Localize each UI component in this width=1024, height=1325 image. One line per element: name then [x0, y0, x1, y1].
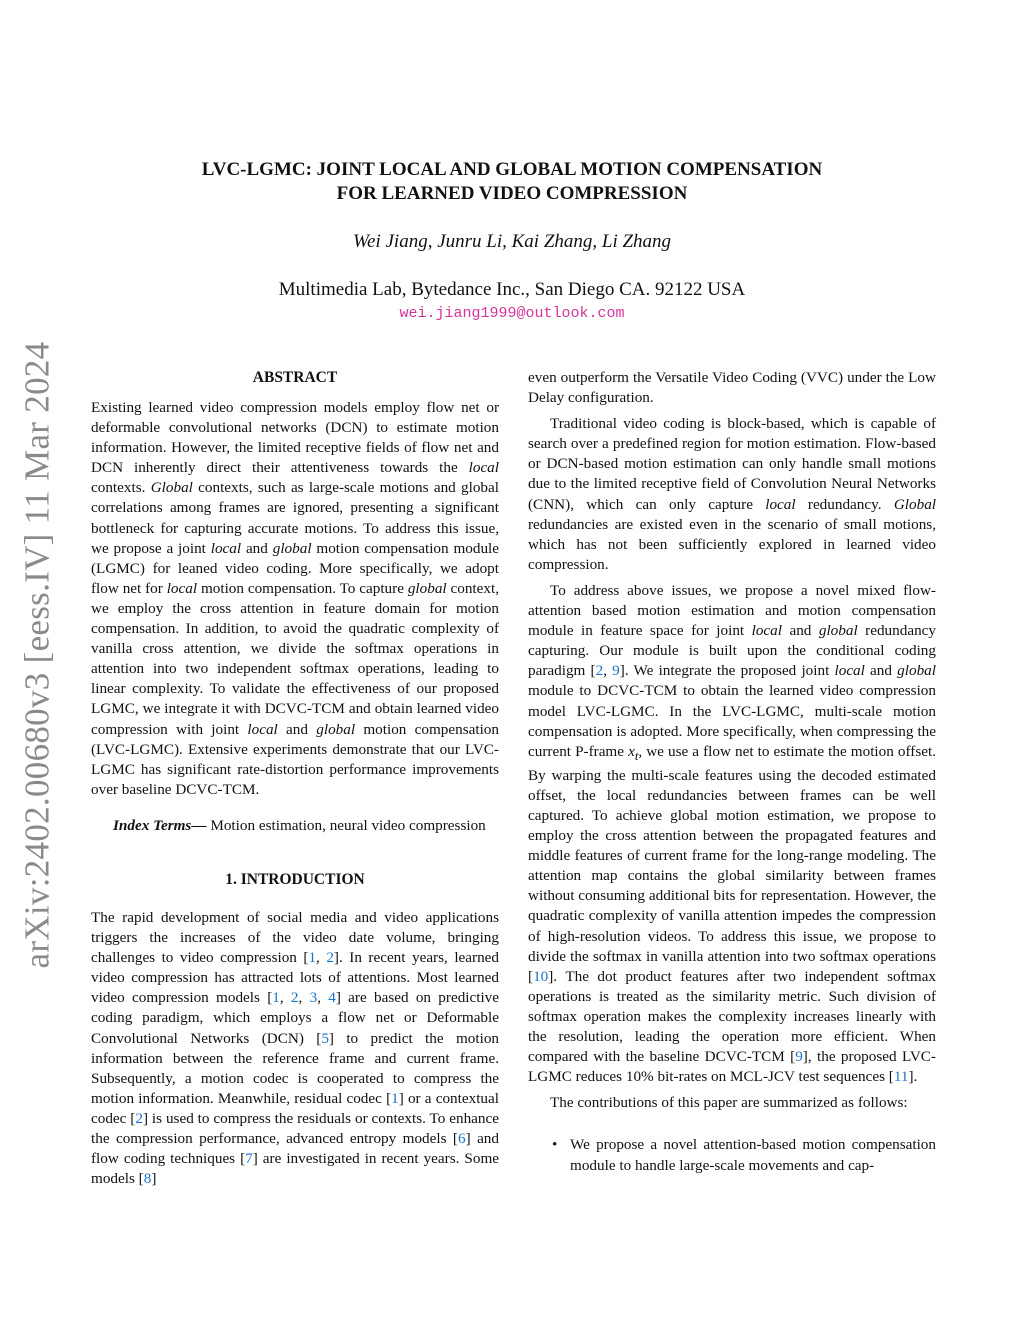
body-paragraph-contributions: The contributions of this paper are summarized as follows: — [550, 1094, 908, 1112]
authors: Wei Jiang, Junru Li, Kai Zhang, Li Zhang — [352, 231, 672, 252]
paper-title — [120, 158, 904, 206]
citation-link[interactable]: 2 — [595, 662, 604, 680]
arxiv-stamp-text: arXiv:2402.00680v3 [eess.IV] 11 Mar 2024 — [17, 341, 57, 969]
citation-link[interactable]: 11 — [893, 1068, 909, 1086]
contributions-list — [528, 1135, 936, 1175]
math-subscript: t — [634, 748, 639, 763]
citation-link[interactable]: 1 — [308, 949, 317, 967]
citation-link[interactable]: 5 — [321, 1029, 329, 1047]
citation-link[interactable]: 8 — [143, 1170, 152, 1188]
intro-paragraph: The rapid development of social media and video applications triggers the increases of the video date volume, bringing challenges to video compression [1, 2]. In recent years, learned video compression has attracted lots of attentions. Most learned video compression models [1, 2, 3, 4] are based on predictive coding paradigm, which employs a flow net or Deformable Convolutional Networks (DCN) [5] to predict the motion information between the reference frame and current frame. Subsequently, a motion codec is cooperated to compress the motion information. Meanwhile, residual codec [1] or a contextual codec [2] is used to compress the residuals or contexts. To enhance the compression performance, advanced entropy models [6] and flow coding techniques [7] are investigated in recent years. Some models [8] — [91, 908, 500, 1188]
right-column — [528, 368, 936, 1176]
title-line-1: LVC-LGMC: JOINT LOCAL AND GLOBAL MOTION COMPENSATION — [201, 159, 823, 180]
citation-link[interactable]: 1 — [272, 989, 280, 1007]
affiliation: Multimedia Lab, Bytedance Inc., San Diego CA. 92122 USA — [278, 279, 746, 300]
abstract-paragraph: Existing learned video compression models employ flow net or deformable convolutional networks (DCN) to estimate motion information. However, the limited receptive fields of flow net and DCN inherently direct their attentiveness towards the local contexts. Global contexts, such as large-scale motions and global correlations among frames are ignored, presenting a significant bottleneck for capturing accurate motions. To address this issue, we propose a joint local and global motion compensation module (LGMC) for leaned video coding. More specifically, we adopt flow net for local motion compensation. To capture global context, we employ the cross attention in feature domain for motion compensation. In addition, to avoid the quadratic complexity of vanilla cross attention, we divide the softmax operations in attention into two independent softmax operations, leading to linear complexity. To validate the effectiveness of our proposed LGMC, we integrate it with DCVC-TCM and obtain learned video compression with joint local and global motion compensation (LVC-LGMC). Extensive experiments demonstrate that our LVC-LGMC has significant rate-distortion performance improvements over baseline DCVC-TCM. — [91, 399, 500, 798]
list-item: • We propose a novel attention-based motion compensation module to handle large-scale movements and cap- — [552, 1136, 936, 1174]
citation-link[interactable]: 2 — [326, 949, 334, 967]
author-email[interactable]: wei.jiang1999@outlook.com — [399, 305, 625, 322]
citation-link[interactable]: 6 — [458, 1130, 466, 1147]
body-paragraph-traditional: Traditional video coding is block-based, which is capable of search over a predefined region for motion estimation. Flow-based or DCN-based motion estimation can only handle small motions due to the limited receptive field of Convolution Neural Networks (CNN), which can only capture local redundancy. Global redundancies are existed even in the scenario of small motions, which has not been sufficiently explored in learned video compression. — [528, 415, 937, 573]
abstract-heading: ABSTRACT — [252, 369, 338, 386]
introduction-heading: 1. INTRODUCTION — [225, 870, 365, 888]
citation-link[interactable]: 2 — [135, 1109, 143, 1127]
citation-link[interactable]: 10 — [533, 967, 549, 985]
arxiv-stamp — [14, 341, 60, 969]
citation-link[interactable]: 9 — [795, 1048, 803, 1066]
left-column — [91, 368, 499, 1189]
citation-link[interactable]: 4 — [328, 989, 336, 1007]
citation-link[interactable]: 1 — [391, 1089, 399, 1107]
continued-paragraph: even outperform the Versatile Video Coding (VVC) under the Low Delay configuration. — [528, 369, 936, 407]
citation-link[interactable]: 7 — [245, 1150, 253, 1168]
citation-link[interactable]: 3 — [309, 989, 318, 1007]
title-line-2: FOR LEARNED VIDEO COMPRESSION — [336, 183, 688, 204]
citation-link[interactable]: 9 — [612, 662, 620, 680]
math-variable: x — [628, 742, 635, 760]
bullet-icon: • — [552, 1136, 558, 1154]
index-terms: Index Terms— Motion estimation, neural video compression — [113, 816, 486, 834]
index-terms-label: Index Terms— — [113, 816, 207, 834]
body-paragraph-proposal: To address above issues, we propose a novel mixed flow-attention based motion estimation and motion compensation module in feature space for joint local and global redundancy capturing. Our module is built upon the conditional coding paradigm [2, 9]. We integrate the proposed joint local and global module to DCVC-TCM to obtain the learned video compression model LVC-LGMC. In the LVC-LGMC, multi-scale motion compensation is adopted. More specifically, when compressing the current P-frame $x_t$, we use a flow net to estimate the motion offset. By warping the multi-scale features using the decoded estimated offset, the local redundancies between frames can be well captured. To achieve global motion estimation, we propose to employ the cross attention between the propagated features and middle features of current frame for the long-range modeling. The attention map contains the global similarity between frames without consuming additional bits for representation. However, the quadratic complexity of vanilla attention impedes the compression of high-resolution videos. To address this issue, we propose to divide the softmax in vanilla attention into two softmax operations [10]. The dot product features after two independent softmax operations is treated as the similarity metric. Such division of softmax operation makes the complexity increases linearly with the resolution, leading the operation more efficient. When compared with the baseline DCVC-TCM [9], the proposed LVC-LGMC reduces 10% bit-rates on MCL-JCV test sequences [11]. — [528, 581, 937, 1086]
citation-link[interactable]: 2 — [290, 989, 299, 1007]
